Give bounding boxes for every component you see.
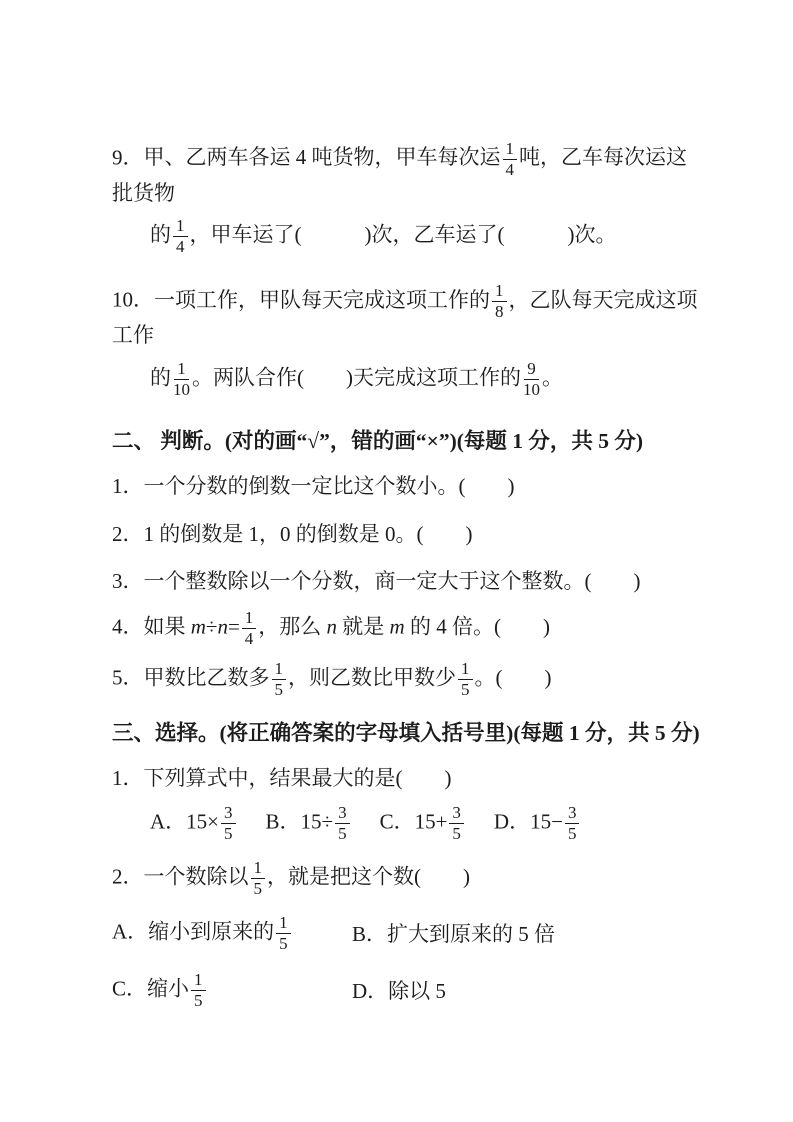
fraction: $\frac{1}{4}$ xyxy=(242,609,257,648)
choice-q1-option-b: B．15÷ $\frac{3}{5}$ xyxy=(266,804,352,843)
question-10-line-2: 的 $\frac{1}{10}$ 。两队合作( )天完成这项工作的 $\frac{9}{10}$ 。 xyxy=(150,358,563,399)
question-10-line-1 xyxy=(112,282,705,349)
fraction: $\frac{1}{5}$ xyxy=(276,914,291,953)
choice-q1-option-c: C．15+ $\frac{3}{5}$ xyxy=(380,804,466,843)
fraction: $\frac{1}{5}$ xyxy=(251,859,266,898)
judge-section-title: 二、 判断。(对的画“√”，错的画“×”)(每题 1 分，共 5 分) xyxy=(112,428,644,453)
choice-q2-option-a: A．缩小到原来的 $\frac{1}{5}$ xyxy=(112,914,352,953)
choice-q1-options xyxy=(150,804,705,843)
choice-q2-options-row-1 xyxy=(112,914,705,953)
question-9-line-2: 的 $\frac{1}{4}$ ，甲车运了( )次，乙车运了( )次。 xyxy=(150,216,617,257)
question-10-text: 一项工作，甲队每天完成这项工作的 $\frac{1}{8}$ ，乙队每天完成这项工作 xyxy=(112,281,698,348)
choice-q1-option-d: D．15− $\frac{3}{5}$ xyxy=(494,804,582,843)
choice-q1-stem: 1．下列算式中，结果最大的是( ) xyxy=(112,765,452,790)
fraction: $\frac{3}{5}$ xyxy=(335,804,350,843)
choice-q1-option-a: A．15× $\frac{3}{5}$ xyxy=(150,804,238,843)
judge-item-2: 2．1 的倒数是 1，0 的倒数是 0。( ) xyxy=(112,522,473,547)
fraction: $\frac{1}{4}$ xyxy=(173,217,188,256)
choice-q2-option-c: C．缩小 $\frac{1}{5}$ xyxy=(112,971,352,1010)
fraction: $\frac{1}{5}$ xyxy=(458,660,473,699)
fraction: $\frac{9}{10}$ xyxy=(523,358,540,399)
fraction: $\frac{1}{8}$ xyxy=(492,282,507,321)
fraction: $\frac{1}{10}$ xyxy=(173,358,190,399)
fraction: $\frac{3}{5}$ xyxy=(449,804,464,843)
question-9-text: 甲、乙两车各运 4 吨货物，甲车每次运 $\frac{1}{4}$ 吨，乙车每次运这批货物 xyxy=(112,139,687,206)
question-9-line-1 xyxy=(112,140,705,207)
choice-q2-stem: 2．一个数除以 $\frac{1}{5}$ ，就是把这个数( ) xyxy=(112,858,470,899)
choice-q2-options-row-2 xyxy=(112,971,705,1010)
choice-q2-option-d: D．除以 5 xyxy=(352,978,446,1003)
choice-section xyxy=(112,719,705,1010)
judge-item-1: 1．一个分数的倒数一定比这个数小。( ) xyxy=(112,473,515,498)
choice-q2-option-b: B．扩大到原来的 5 倍 xyxy=(352,921,556,946)
judge-item-4: 4．如果 m÷n= $\frac{1}{4}$ ，那么 n 就是 m 的 4 倍。( ) xyxy=(112,607,550,648)
fill-in-section xyxy=(112,140,705,399)
judge-section xyxy=(112,427,705,699)
fraction: $\frac{1}{5}$ xyxy=(272,660,287,699)
question-9-number: 9． xyxy=(112,145,144,170)
fraction: $\frac{3}{5}$ xyxy=(221,804,236,843)
question-10-number: 10． xyxy=(112,287,154,312)
judge-item-5: 5．甲数比乙数多 $\frac{1}{5}$ ，则乙数比甲数少 $\frac{1}{5}$ 。( ) xyxy=(112,658,552,699)
judge-item-3: 3．一个整数除以一个分数，商一定大于这个整数。( ) xyxy=(112,568,641,593)
fraction: $\frac{1}{4}$ xyxy=(503,140,518,179)
choice-section-title: 三、选择。(将正确答案的字母填入括号里)(每题 1 分，共 5 分) xyxy=(112,720,700,745)
fraction: $\frac{1}{5}$ xyxy=(191,971,206,1010)
fraction: $\frac{3}{5}$ xyxy=(565,804,580,843)
